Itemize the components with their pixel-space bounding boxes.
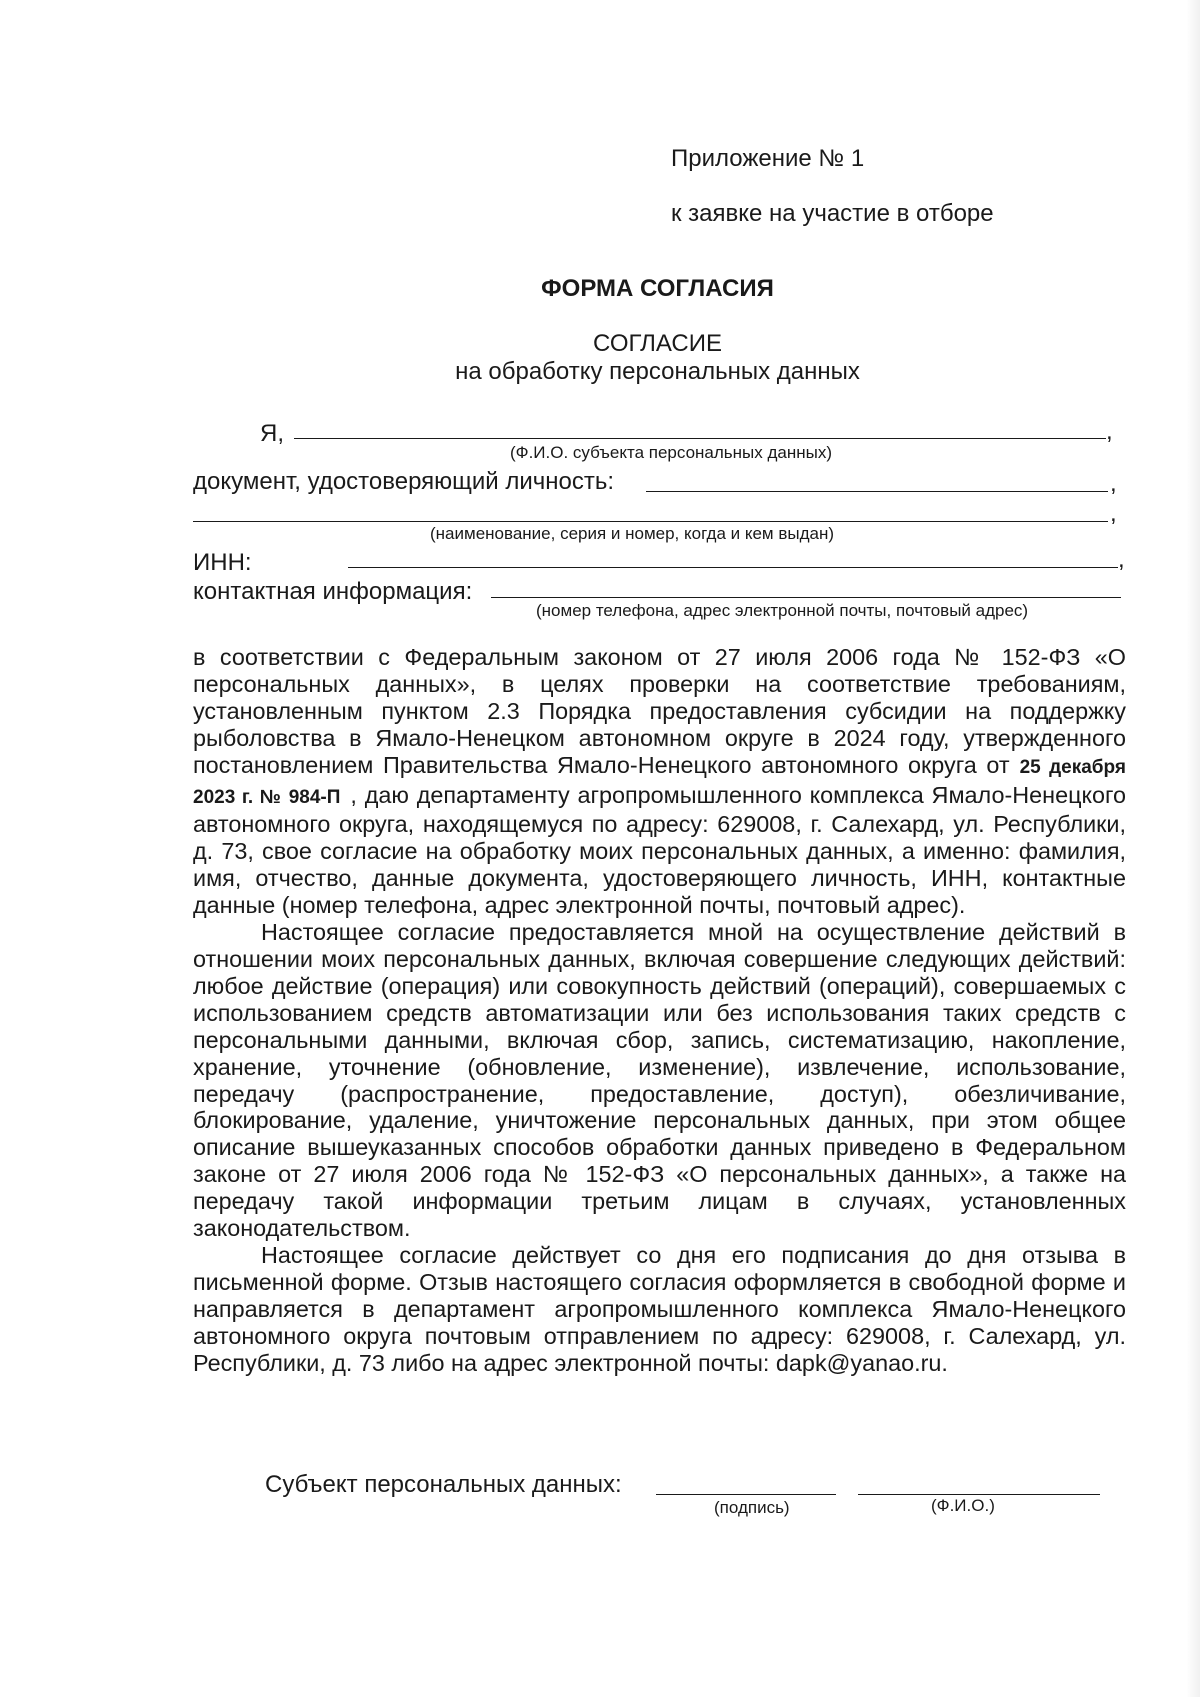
inn-field[interactable] (348, 567, 1118, 568)
appendix-to: к заявке на участие в отборе (671, 200, 994, 227)
inn-comma: , (1118, 546, 1125, 573)
fio-hint: (Ф.И.О. субъекта персональных данных) (510, 443, 833, 462)
paragraph-legal-basis-part1: в соответствии с Федеральным законом от 27 июля 2006 года № 152-ФЗ «О персональных данных», в целях проверки на соответствие требованиям, установленным пунктом 2.3 Порядка предоставления субсидии на поддержку рыболовства в Ямало-Ненецком автономном округе в 2024 году, утвержденного постановлением Правительства Ямало-Ненецкого автономного округа от (193, 644, 1126, 778)
paragraph-legal-basis (193, 644, 1126, 919)
appendix-number: Приложение № 1 (671, 145, 865, 172)
form-title: ФОРМА СОГЛАСИЯ (541, 275, 774, 302)
document-comma-2: , (1110, 500, 1117, 527)
paragraph-actions: Настоящее согласие предоставляется мной на осуществление действий в отношении моих персональных данных, включая совершение следующих действий: любое действие (операция) или совокупность действий (операций), совершаемых с использованием средств автоматизации или без использования таких средств с персональными данными, включая сбор, запись, систематизацию, накопление, хранение, уточнение (обновление, изменение), извлечение, использование, передачу (распространение, предоставление, доступ), обезличивание, блокирование, удаление, уничтожение персональных данных, при этом общее описание вышеуказанных способов обработки данных приведено в Федеральном законе от 27 июля 2006 года № 152-ФЗ «О персональных данных», а также на передачу такой информации третьим лицам в случаях, установленных законодательством. (193, 919, 1126, 1242)
fio-comma: , (1106, 418, 1113, 445)
document-field-line-2[interactable] (193, 521, 1108, 522)
decree-reference: 25 декабря 2023 г. № 984-П (193, 756, 1126, 808)
consent-title: СОГЛАСИЕ (593, 330, 722, 357)
document-comma: , (1110, 470, 1117, 497)
consent-body (193, 644, 1126, 1376)
signature-label: Субъект персональных данных: (265, 1471, 622, 1498)
page-edge-shadow (1186, 0, 1200, 1697)
signature-field[interactable] (656, 1494, 836, 1495)
document-field[interactable] (646, 491, 1108, 492)
signature-fio-field[interactable] (858, 1494, 1100, 1495)
document-hint: (наименование, серия и номер, когда и кем выдан) (430, 524, 835, 543)
contact-field[interactable] (491, 597, 1121, 598)
fio-field[interactable] (294, 438, 1106, 439)
contact-hint: (номер телефона, адрес электронной почты, почтовый адрес) (536, 601, 1029, 620)
contact-label: контактная информация: (193, 578, 473, 605)
document-label: документ, удостоверяющий личность: (193, 468, 615, 495)
paragraph-legal-basis-part2: , даю департаменту агропромышленного комплекса Ямало-Ненецкого автономного округа, находящемуся по адресу: 629008, г. Салехард, ул. Республики, д. 73, свое согласие на обработку моих персональных данных, а именно: фамилия, имя, отчество, данные документа, удостоверяющего личность, ИНН, контактные данные (номер телефона, адрес электронной почты, почтовый адрес). (193, 781, 1127, 919)
signature-fio-hint: (Ф.И.О.) (931, 1496, 995, 1515)
paragraph-validity: Настоящее согласие действует со дня его подписания до дня отзыва в письменной форме. Отзыв настоящего согласия оформляется в свободной форме и направляется в департамент агропромышленного комплекса Ямало-Ненецкого автономного округа почтовым отправлением по адресу: 629008, г. Салехард, ул. Республики, д. 73 либо на адрес электронной почты: dapk@yanao.ru. (193, 1241, 1126, 1376)
consent-subtitle: на обработку персональных данных (455, 358, 860, 385)
signature-hint: (подпись) (714, 1498, 790, 1517)
inn-label: ИНН: (193, 549, 252, 576)
i-label: Я, (260, 420, 284, 447)
